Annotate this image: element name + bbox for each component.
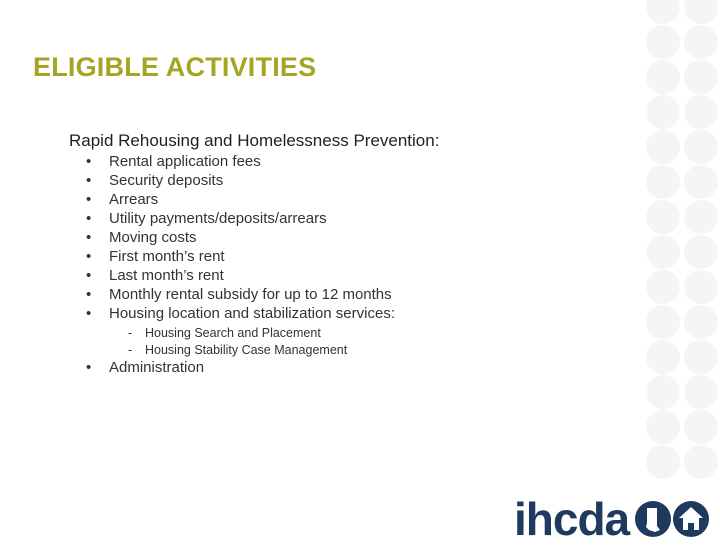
bullet-icon: • [86,359,92,376]
decorative-dot [646,410,680,444]
decorative-dot [684,410,718,444]
bullet-icon: • [86,248,92,265]
list-item-label: Security deposits [109,172,224,189]
list-item-label: Administration [109,359,205,376]
list-item-label: Monthly rental subsidy for up to 12 months [109,286,392,303]
decorative-dot [646,60,680,94]
decorative-dot [646,270,680,304]
decorative-dot [646,25,680,59]
logo-mark-graphic [633,499,713,539]
decorative-dot [684,130,718,164]
decorative-dot [684,375,718,409]
decorative-dot [684,235,718,269]
decorative-dot [684,95,718,129]
bullet-icon: • [86,286,92,303]
decorative-dot [684,25,718,59]
activity-list [80,152,395,323]
bullet-icon: • [86,191,92,208]
bullet-icon: • [86,229,92,246]
decorative-dot [646,165,680,199]
decorative-dot [684,200,718,234]
list-item [80,171,395,190]
list-item [80,228,395,247]
list-item [80,358,204,377]
list-item-label: Utility payments/deposits/arrears [109,210,327,227]
list-item [80,285,395,304]
bullet-icon: • [86,172,92,189]
decorative-dot [684,445,718,479]
decorative-dot [646,95,680,129]
decorative-dot [646,445,680,479]
bullet-icon: • [86,305,92,322]
decorative-dot-pattern [646,0,720,490]
list-item-label: Arrears [109,191,159,208]
decorative-dot [646,200,680,234]
dash-icon: - [128,343,133,357]
decorative-dot [646,305,680,339]
ihcda-logo [514,493,713,545]
list-item-label: Last month’s rent [109,267,224,284]
list-item [80,266,395,285]
list-item [80,190,395,209]
decorative-dot [646,130,680,164]
services-sublist [128,325,347,359]
slide-title: ELIGIBLE ACTIVITIES [33,52,317,82]
administration-list [80,358,204,377]
list-item [80,209,395,228]
bullet-icon: • [86,153,92,170]
sub-list-item [128,342,347,359]
decorative-dot [684,340,718,374]
bullet-icon: • [86,267,92,284]
decorative-dot [684,0,718,24]
list-item [80,247,395,266]
sub-list-item-label: Housing Search and Placement [145,326,321,340]
decorative-dot [684,60,718,94]
sub-list-item [128,325,347,342]
list-item-label: First month’s rent [109,248,225,265]
decorative-dot [646,0,680,24]
logo-mark [633,499,713,539]
list-item-label: Rental application fees [109,153,261,170]
decorative-dot [684,165,718,199]
list-item-label: Moving costs [109,229,197,246]
decorative-dot [684,305,718,339]
logo-text: ihcda [514,493,630,545]
decorative-dot [684,270,718,304]
list-item-label: Housing location and stabilization services: [109,305,395,322]
bullet-icon: • [86,210,92,227]
dash-icon: - [128,326,133,340]
list-item [80,304,395,323]
decorative-dot [646,235,680,269]
decorative-dot [646,340,680,374]
list-item [80,152,395,171]
section-heading: Rapid Rehousing and Homelessness Prevention: [69,131,440,150]
sub-list-item-label: Housing Stability Case Management [145,343,348,357]
decorative-dot [646,375,680,409]
